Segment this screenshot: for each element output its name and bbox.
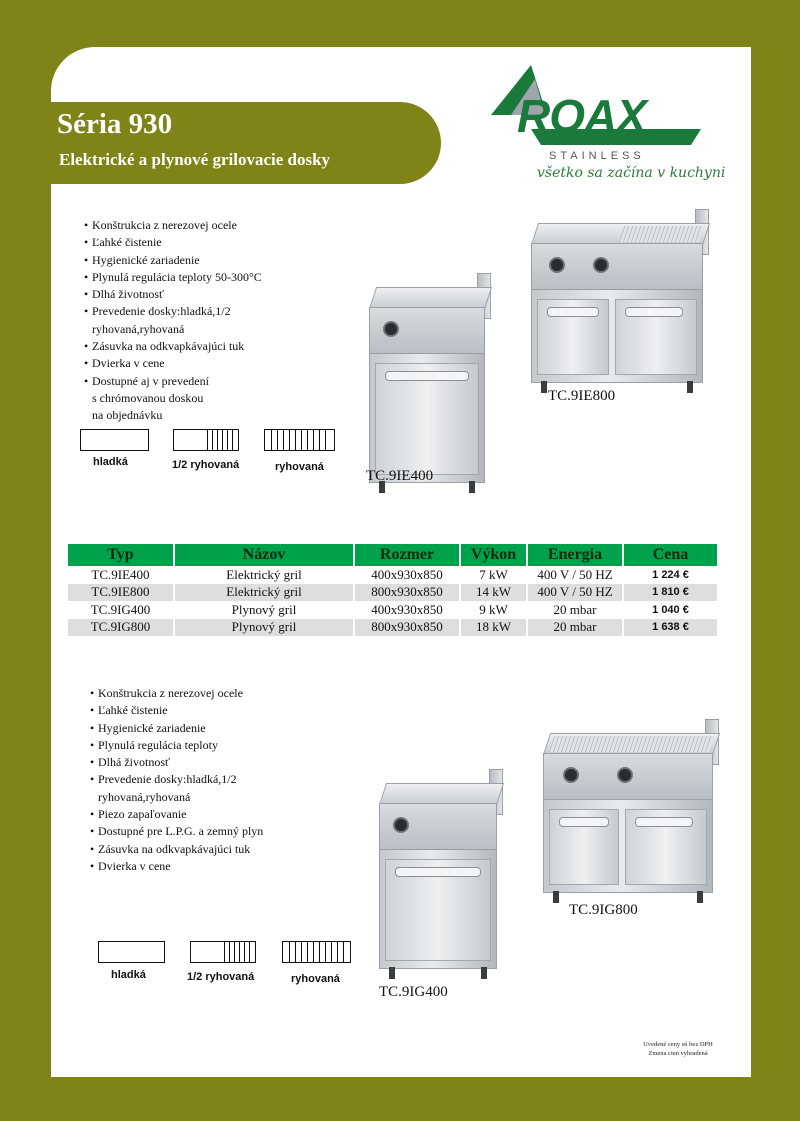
swatch-smooth-gas <box>98 941 165 963</box>
feature-item: • Hygienické zariadenie <box>84 252 314 269</box>
cell-dimensions: 800x930x850 <box>354 584 460 602</box>
feature-item: • Prevedenie dosky:hladká,1/2 ryhovaná,ryhovaná <box>84 303 314 338</box>
cell-name: Plynový gril <box>174 619 354 637</box>
swatch-label-half-grooved: 1/2 ryhovaná <box>172 459 240 471</box>
feature-item: • Dvierka v cene <box>84 355 314 372</box>
swatch-grooved-gas <box>282 941 351 963</box>
feature-item: • Dostupné aj v prevedení s chrómovanou doskou na objednávku <box>84 373 314 425</box>
cell-type: TC.9IE400 <box>68 566 174 584</box>
model-caption-tc9ie400: TC.9IE400 <box>366 468 434 484</box>
cell-power: 14 kW <box>460 584 527 602</box>
feature-item: • Ľahké čistenie <box>84 234 314 251</box>
col-header-type: Typ <box>68 544 174 566</box>
swatch-grooved <box>264 429 335 451</box>
model-caption-tc9ie800: TC.9IE800 <box>548 388 616 404</box>
cell-energy: 400 V / 50 HZ <box>527 584 623 602</box>
table-header-row <box>68 544 718 566</box>
swatch-label-grooved: ryhovaná <box>275 461 324 473</box>
swatch-label-smooth-gas: hladká <box>111 969 146 981</box>
feature-item: • Plynulá regulácia teploty 50-300°C <box>84 269 314 286</box>
table-row <box>68 584 718 602</box>
feature-item: • Dvierka v cene <box>90 858 330 875</box>
catalog-page <box>51 47 751 1077</box>
col-header-dimensions: Rozmer <box>354 544 460 566</box>
feature-item: • Dostupné pre L.P.G. a zemný plyn <box>90 823 330 840</box>
col-header-energy: Energia <box>527 544 623 566</box>
electric-feature-list <box>84 217 314 425</box>
title-banner <box>51 102 441 184</box>
swatch-label-half-grooved-gas: 1/2 ryhovaná <box>187 971 255 983</box>
gas-grill-400-image <box>379 783 497 979</box>
cell-type: TC.9IG400 <box>68 601 174 619</box>
feature-item: • Prevedenie dosky:hladká,1/2 ryhovaná,ryhovaná <box>90 771 330 806</box>
table-row <box>68 601 718 619</box>
cell-energy: 400 V / 50 HZ <box>527 566 623 584</box>
cell-energy: 20 mbar <box>527 619 623 637</box>
cell-price: 1 810 € <box>623 584 718 602</box>
logo-wordmark: ROAX <box>517 90 646 142</box>
cell-power: 7 kW <box>460 566 527 584</box>
feature-item: • Ľahké čistenie <box>90 702 330 719</box>
cell-price: 1 638 € <box>623 619 718 637</box>
price-table <box>68 544 719 636</box>
cell-type: TC.9IE800 <box>68 584 174 602</box>
model-caption-tc9ig400: TC.9IG400 <box>379 984 448 1000</box>
logo-slogan: všetko sa začína v kuchyni <box>537 165 726 181</box>
cell-dimensions: 400x930x850 <box>354 566 460 584</box>
cell-energy: 20 mbar <box>527 601 623 619</box>
page-title: Séria 930 <box>57 108 173 140</box>
gas-feature-list <box>90 685 330 875</box>
gas-grill-800-image <box>543 733 713 903</box>
cell-price: 1 040 € <box>623 601 718 619</box>
feature-item: • Konštrukcia z nerezovej ocele <box>84 217 314 234</box>
electric-grill-800-image <box>531 223 703 393</box>
swatch-label-smooth: hladká <box>93 456 128 468</box>
feature-item: • Piezo zapaľovanie <box>90 806 330 823</box>
col-header-power: Výkon <box>460 544 527 566</box>
feature-item: • Dlhá životnosť <box>84 286 314 303</box>
col-header-price: Cena <box>623 544 718 566</box>
logo-subtitle: STAINLESS <box>549 150 645 162</box>
cell-power: 18 kW <box>460 619 527 637</box>
table-row <box>68 619 718 637</box>
feature-item: • Zásuvka na odkvapkávajúci tuk <box>90 841 330 858</box>
cell-type: TC.9IG800 <box>68 619 174 637</box>
model-caption-tc9ig800: TC.9IG800 <box>569 902 638 918</box>
roax-logo <box>491 57 731 192</box>
price-note: Uvedené ceny sú bez DPH Zmena cien vyhradená <box>643 1041 713 1057</box>
feature-item: • Hygienické zariadenie <box>90 720 330 737</box>
cell-price: 1 224 € <box>623 566 718 584</box>
feature-item: • Zásuvka na odkvapkávajúci tuk <box>84 338 314 355</box>
swatch-smooth <box>80 429 149 451</box>
cell-dimensions: 800x930x850 <box>354 619 460 637</box>
swatch-half-grooved-gas <box>190 941 256 963</box>
cell-power: 9 kW <box>460 601 527 619</box>
cell-dimensions: 400x930x850 <box>354 601 460 619</box>
swatch-half-grooved <box>173 429 239 451</box>
page-subtitle: Elektrické a plynové grilovacie dosky <box>59 150 331 169</box>
cell-name: Elektrický gril <box>174 566 354 584</box>
feature-item: • Dlhá životnosť <box>90 754 330 771</box>
swatch-label-grooved-gas: ryhovaná <box>291 973 340 985</box>
cell-name: Plynový gril <box>174 601 354 619</box>
feature-item: • Plynulá regulácia teploty <box>90 737 330 754</box>
cell-name: Elektrický gril <box>174 584 354 602</box>
col-header-name: Názov <box>174 544 354 566</box>
table-row <box>68 566 718 584</box>
feature-item: • Konštrukcia z nerezovej ocele <box>90 685 330 702</box>
electric-grill-400-image <box>369 287 485 493</box>
